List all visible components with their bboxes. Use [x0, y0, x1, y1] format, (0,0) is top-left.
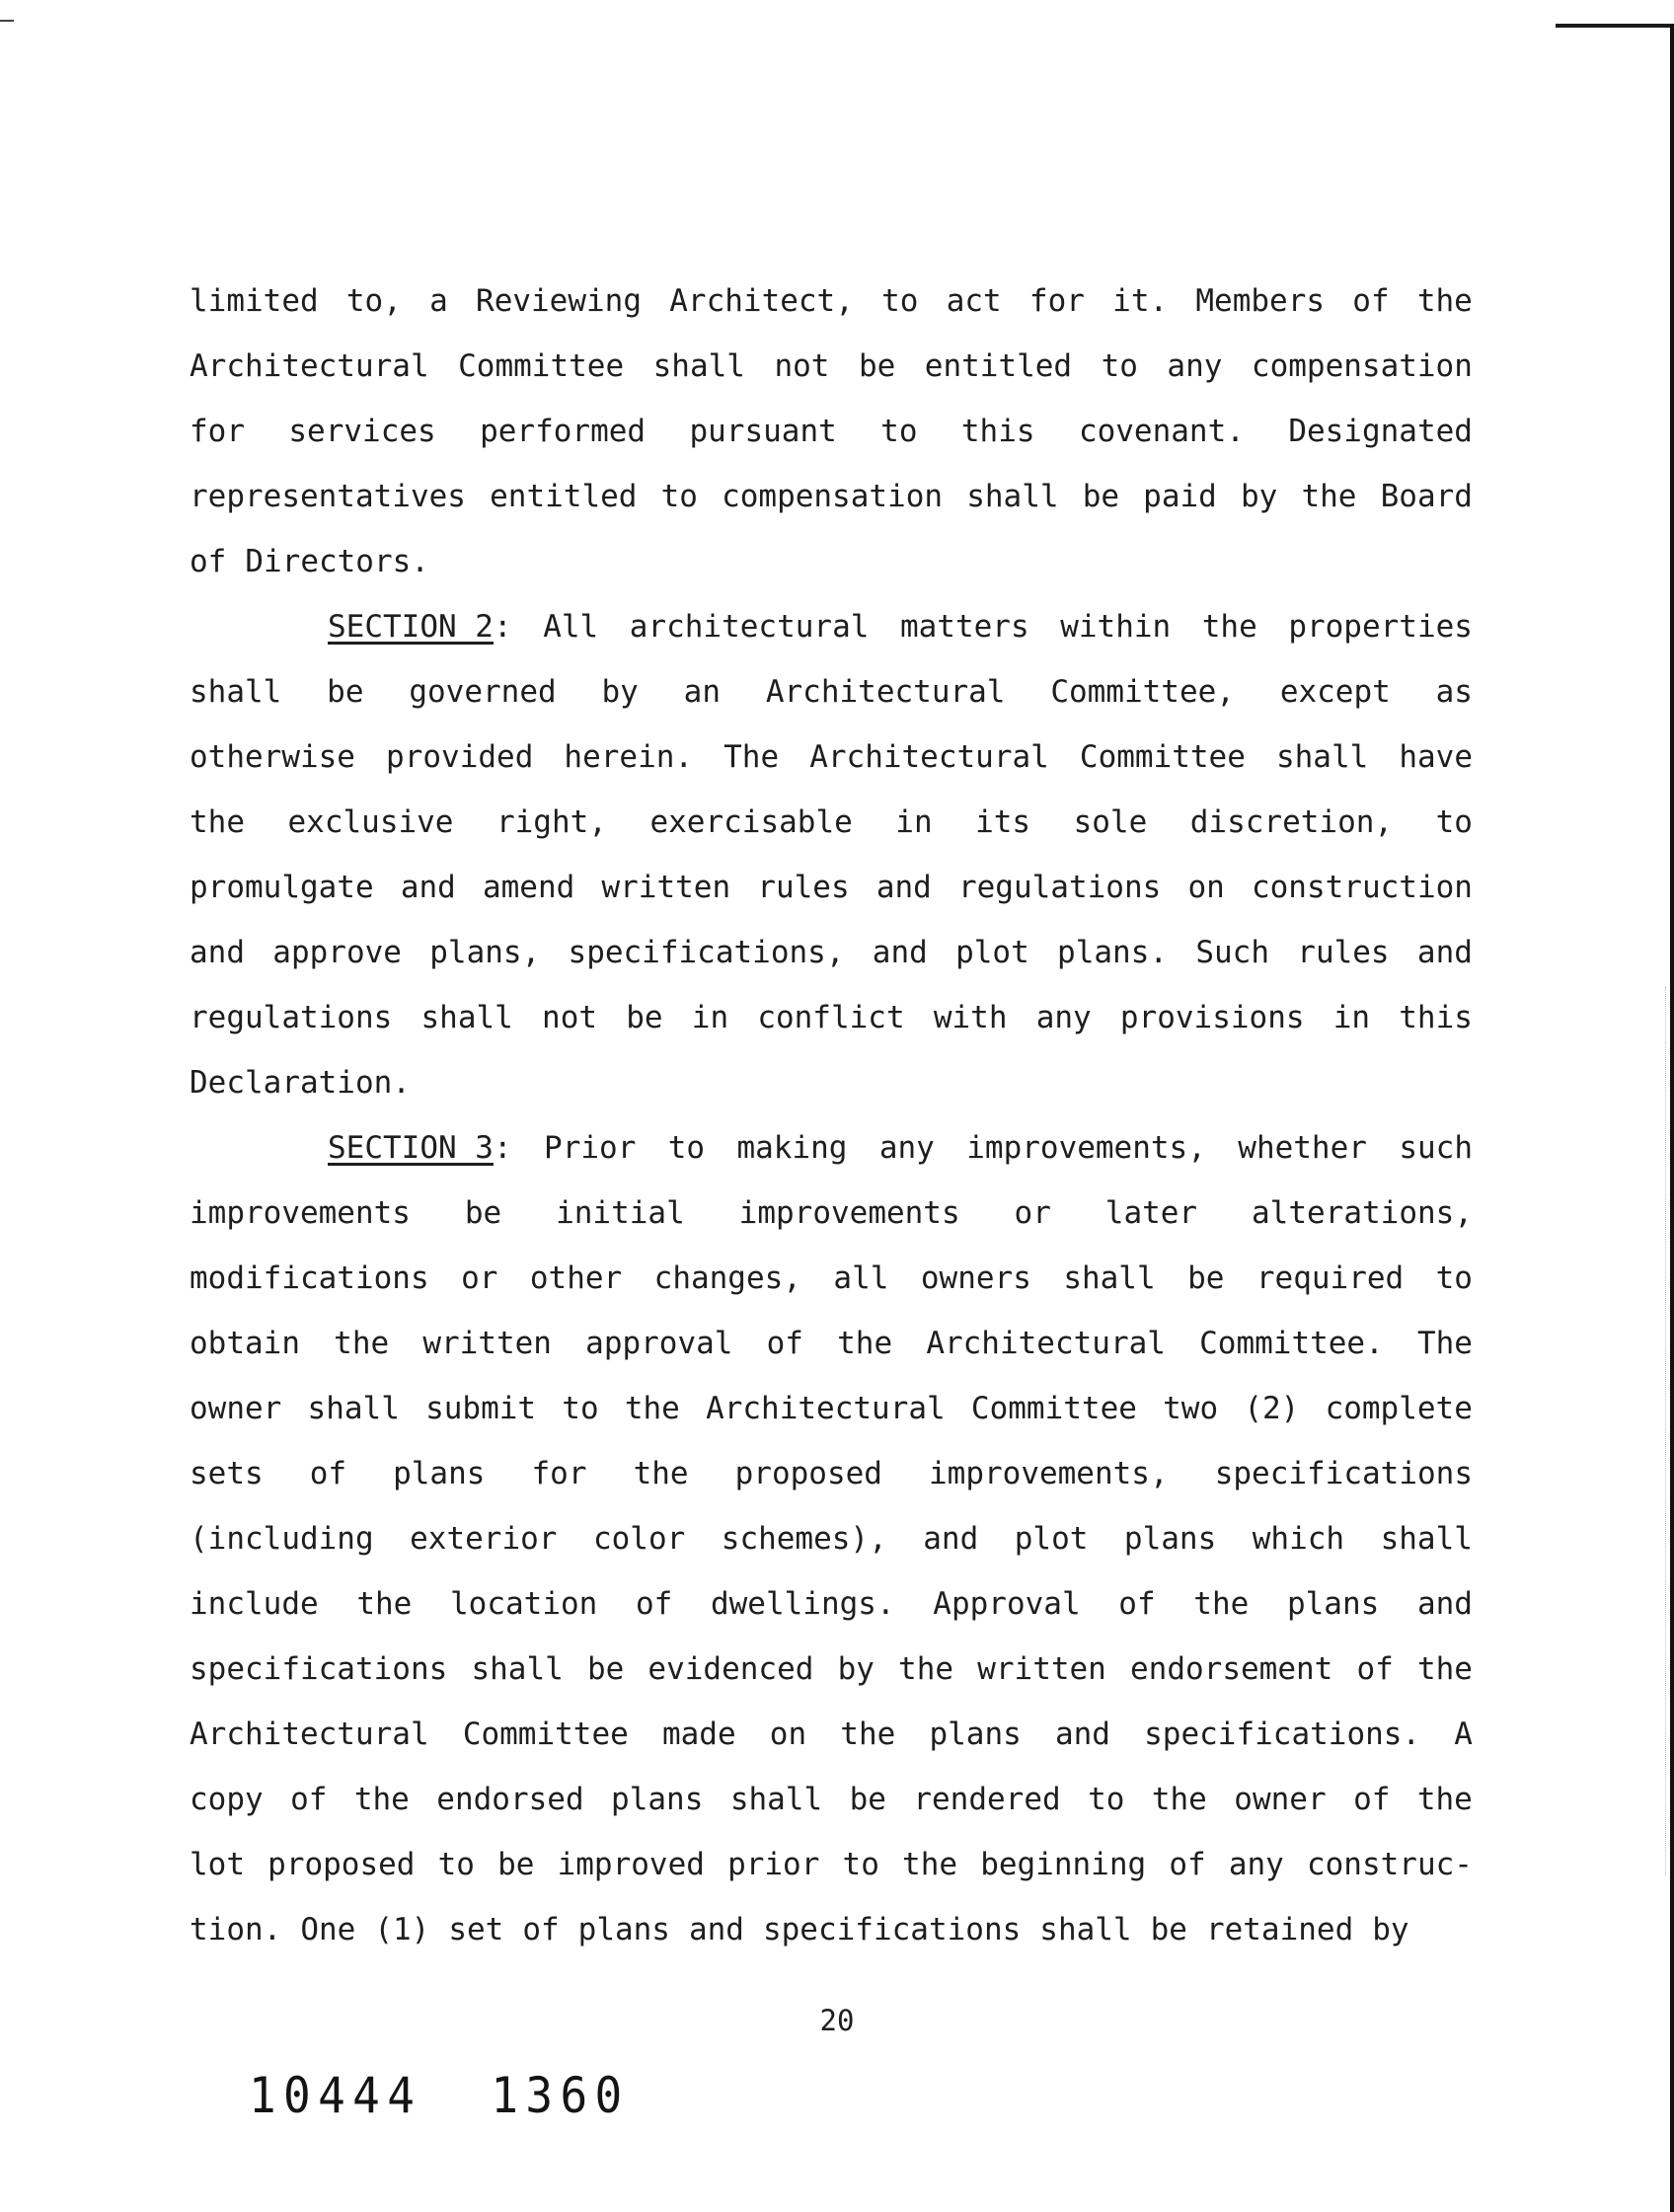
section-heading-colon: : — [493, 609, 512, 645]
word: include — [190, 1586, 319, 1622]
word: shall — [1380, 1521, 1473, 1557]
word: Architectural — [190, 1716, 429, 1752]
word: and — [923, 1521, 979, 1557]
word: Approval — [933, 1586, 1081, 1622]
word: approve — [272, 935, 402, 970]
word: have — [1399, 739, 1473, 775]
word: location — [450, 1586, 598, 1622]
word: of — [190, 544, 227, 579]
text-line — [190, 268, 1473, 334]
word: discretion, — [1189, 804, 1394, 840]
word: any — [1167, 348, 1223, 384]
word: be — [327, 674, 364, 710]
word: the — [902, 1847, 958, 1882]
word: beginning — [980, 1847, 1147, 1882]
word: and — [875, 870, 932, 905]
word: the — [356, 1586, 413, 1622]
word: be — [497, 1847, 535, 1882]
word: Architectural — [706, 1391, 946, 1426]
word: made — [661, 1716, 736, 1752]
word: changes, — [653, 1260, 801, 1296]
word: the — [1301, 479, 1357, 514]
word: rules — [1297, 935, 1390, 970]
word: lot — [190, 1847, 245, 1882]
word: to — [437, 1847, 475, 1882]
word: plans — [393, 1456, 486, 1491]
text-line — [190, 1832, 1473, 1897]
word: modifications — [190, 1260, 429, 1296]
word: Architect, — [669, 283, 854, 319]
section-heading-colon: : — [493, 1130, 512, 1166]
word: of — [766, 1326, 803, 1361]
section-heading-label: SECTION 3 — [328, 1130, 494, 1166]
word: written — [422, 1326, 552, 1361]
word: not — [774, 348, 830, 384]
word: shall — [966, 479, 1059, 514]
word: services — [288, 414, 436, 449]
word: by — [1372, 1912, 1409, 1947]
text-line — [190, 1506, 1473, 1571]
word: improvements, — [929, 1456, 1169, 1491]
word: Committee — [458, 348, 625, 384]
word: regulations — [957, 870, 1162, 905]
word: be — [1082, 479, 1120, 514]
word: endorsed — [436, 1782, 584, 1817]
word: specifications, — [568, 935, 845, 970]
word: be — [464, 1195, 502, 1231]
word: in — [1332, 1000, 1371, 1035]
text-line — [190, 594, 1473, 659]
text-line — [190, 529, 1473, 594]
word: the — [190, 804, 245, 840]
book-page-stamp: 10444 1360 — [249, 2067, 630, 2124]
section-heading — [328, 1115, 512, 1181]
word: on — [1187, 870, 1225, 905]
word: complete — [1325, 1391, 1473, 1426]
word: copy — [190, 1782, 264, 1817]
word: as — [1435, 674, 1473, 710]
word: shall — [652, 348, 745, 384]
word: prior — [727, 1847, 820, 1882]
word: governed — [409, 674, 557, 710]
word: Declaration. — [190, 1065, 411, 1101]
word: such — [1399, 1130, 1473, 1166]
text-line — [190, 855, 1473, 920]
word: plans — [1286, 1586, 1380, 1622]
text-line — [190, 399, 1473, 464]
word: all — [833, 1260, 889, 1296]
word: A — [1454, 1716, 1473, 1752]
word: the — [334, 1326, 390, 1361]
word: of — [1118, 1586, 1156, 1622]
word: and — [1416, 1586, 1473, 1622]
word: this — [960, 414, 1035, 449]
word: and — [1416, 935, 1473, 970]
word: this — [1399, 1000, 1473, 1035]
word: right, — [495, 804, 607, 840]
word: for — [1028, 283, 1085, 319]
text-line — [190, 1115, 1473, 1181]
word: Board — [1380, 479, 1473, 514]
word: a — [429, 283, 448, 319]
text-line — [190, 725, 1473, 790]
word: endorsement — [1130, 1651, 1333, 1687]
word: be — [849, 1782, 886, 1817]
word: except — [1279, 674, 1391, 710]
word: to — [562, 1391, 599, 1426]
word: of — [522, 1912, 560, 1947]
word: the — [840, 1716, 896, 1752]
word: of — [290, 1782, 328, 1817]
text-line — [190, 1441, 1473, 1506]
word: not — [542, 1000, 598, 1035]
word: plot — [955, 935, 1029, 970]
word: or — [1014, 1195, 1051, 1231]
word: of — [1356, 1651, 1394, 1687]
word: All — [543, 609, 599, 645]
word: and — [400, 870, 456, 905]
word: plans — [1123, 1521, 1217, 1557]
word: the — [837, 1326, 893, 1361]
word: Prior — [544, 1130, 637, 1166]
word: of — [1169, 1847, 1206, 1882]
word: compensation — [1251, 348, 1473, 384]
word: and — [688, 1912, 744, 1947]
word: shall — [471, 1651, 564, 1687]
word: to, — [345, 283, 402, 319]
word: otherwise — [190, 739, 355, 775]
word: or — [461, 1260, 498, 1296]
word: limited — [190, 283, 319, 319]
word: for — [531, 1456, 587, 1491]
word: with — [933, 1000, 1008, 1035]
text-line — [190, 1181, 1473, 1246]
word: by — [837, 1651, 875, 1687]
word: plans — [611, 1782, 704, 1817]
word: to — [1435, 804, 1473, 840]
word: covenant. — [1078, 414, 1245, 449]
word: schemes), — [721, 1521, 887, 1557]
word: conflict — [757, 1000, 905, 1035]
text-line — [190, 1897, 1473, 1962]
word: provided — [386, 739, 534, 775]
word: be — [626, 1000, 663, 1035]
text-line — [190, 920, 1473, 985]
word: and — [872, 935, 928, 970]
word: to — [667, 1130, 706, 1166]
scan-edge-right — [1670, 24, 1674, 2212]
word: and — [1054, 1716, 1110, 1752]
word: whether — [1238, 1130, 1367, 1166]
text-line — [190, 1571, 1473, 1637]
word: representatives — [190, 479, 466, 514]
text-line — [190, 1637, 1473, 1702]
word: by — [601, 674, 639, 710]
word: sets — [190, 1456, 264, 1491]
word: Committee — [1079, 739, 1246, 775]
word: sole — [1073, 804, 1148, 840]
word: in — [895, 804, 933, 840]
word: pursuant — [689, 414, 837, 449]
word: paid — [1143, 479, 1217, 514]
word: improvements, — [966, 1130, 1206, 1166]
word: be — [586, 1651, 625, 1687]
paragraph — [190, 594, 1473, 1115]
word: owner — [1234, 1782, 1327, 1817]
word: Committee — [462, 1716, 629, 1752]
text-line — [190, 1246, 1473, 1311]
word: the — [1416, 283, 1473, 319]
word: provisions — [1119, 1000, 1305, 1035]
word: shall — [1063, 1260, 1156, 1296]
document-body — [190, 268, 1473, 1962]
word: to — [1088, 1782, 1125, 1817]
word: improvements — [190, 1195, 411, 1231]
word: the — [1151, 1782, 1207, 1817]
word: Directors. — [245, 544, 429, 579]
word: Such — [1195, 935, 1269, 970]
word: for — [190, 414, 245, 449]
text-line — [190, 790, 1473, 855]
word: written — [977, 1651, 1106, 1687]
word: retained — [1205, 1912, 1354, 1947]
word: proposed — [267, 1847, 416, 1882]
word: compensation — [722, 479, 944, 514]
word: (including — [190, 1521, 374, 1557]
word: Committee — [970, 1391, 1137, 1426]
word: shall — [1039, 1912, 1132, 1947]
paragraph — [190, 1115, 1473, 1962]
text-line — [190, 1767, 1473, 1832]
word: plot — [1014, 1521, 1089, 1557]
word: Architectural — [190, 348, 429, 384]
word: Committee. — [1199, 1326, 1384, 1361]
section-heading-label: SECTION 2 — [328, 609, 494, 645]
word: promulgate — [190, 870, 374, 905]
word: dwellings. — [710, 1586, 895, 1622]
word: act — [946, 283, 1002, 319]
word: Committee, — [1050, 674, 1235, 710]
scan-dot-artifacts — [1664, 987, 1666, 1875]
word: the — [633, 1456, 689, 1491]
word: of — [635, 1586, 673, 1622]
word: which — [1252, 1521, 1345, 1557]
word: specifications — [190, 1651, 448, 1687]
word: the — [353, 1782, 410, 1817]
word: and — [190, 935, 245, 970]
word: set — [448, 1912, 504, 1947]
word: improved — [557, 1847, 705, 1882]
word: tion. — [190, 1912, 282, 1947]
word: on — [769, 1716, 807, 1752]
word: to — [1435, 1260, 1473, 1296]
word: (1) — [374, 1912, 430, 1947]
word: The — [1416, 1326, 1473, 1361]
word: obtain — [190, 1326, 300, 1361]
word: the — [1201, 609, 1257, 645]
word: be — [858, 348, 896, 384]
word: specifications — [1214, 1456, 1473, 1491]
word: any — [878, 1130, 935, 1166]
word: alterations, — [1252, 1195, 1473, 1231]
paragraph — [190, 268, 1473, 594]
word: the — [1193, 1586, 1250, 1622]
word: any — [1228, 1847, 1284, 1882]
word: of — [1353, 1782, 1391, 1817]
word: Architectural — [926, 1326, 1166, 1361]
word: later — [1104, 1195, 1198, 1231]
word: to — [881, 283, 919, 319]
text-line — [190, 985, 1473, 1050]
word: its — [975, 804, 1031, 840]
word: written — [601, 870, 731, 905]
word: proposed — [734, 1456, 882, 1491]
word: regulations — [190, 1000, 393, 1035]
word: other — [529, 1260, 623, 1296]
word: any — [1035, 1000, 1092, 1035]
word: (2) — [1244, 1391, 1300, 1426]
word: Reviewing — [476, 283, 643, 319]
word: architectural — [629, 609, 870, 645]
word: rules — [757, 870, 850, 905]
text-line — [190, 334, 1473, 399]
word: shall — [1275, 739, 1369, 775]
word: color — [592, 1521, 686, 1557]
text-line — [190, 1050, 1473, 1115]
word: plans. — [1057, 935, 1169, 970]
word: within — [1060, 609, 1172, 645]
word: to — [880, 414, 918, 449]
word: the — [624, 1391, 680, 1426]
text-line — [190, 1702, 1473, 1767]
word: to — [660, 479, 698, 514]
word: properties — [1288, 609, 1473, 645]
word: improvements — [738, 1195, 960, 1231]
section-heading — [328, 594, 512, 659]
word: entitled — [924, 348, 1073, 384]
word: shall — [307, 1391, 400, 1426]
word: to — [842, 1847, 879, 1882]
word: an — [683, 674, 721, 710]
word: in — [691, 1000, 729, 1035]
text-line — [190, 1376, 1473, 1441]
word: Members — [1195, 283, 1326, 319]
word: One — [300, 1912, 356, 1947]
word: of — [309, 1456, 347, 1491]
word: plans — [577, 1912, 670, 1947]
word: exterior — [410, 1521, 558, 1557]
word: matters — [899, 609, 1029, 645]
word: owners — [920, 1260, 1031, 1296]
word: specifications — [762, 1912, 1022, 1947]
text-line — [190, 1311, 1473, 1376]
word: required — [1256, 1260, 1405, 1296]
word: exercisable — [649, 804, 853, 840]
word: performed — [480, 414, 647, 449]
word: plans — [929, 1716, 1022, 1752]
word: amend — [482, 870, 575, 905]
word: be — [1150, 1912, 1187, 1947]
word: the — [1416, 1651, 1473, 1687]
word: Architectural — [765, 674, 1006, 710]
word: herein. — [564, 739, 694, 775]
scan-corner-mark — [0, 20, 14, 22]
word: of — [1352, 283, 1390, 319]
word: it. — [1112, 283, 1169, 319]
word: entitled — [490, 479, 638, 514]
word: evidenced — [647, 1651, 814, 1687]
word: initial — [556, 1195, 685, 1231]
word: shall — [190, 674, 282, 710]
word: two — [1163, 1391, 1219, 1426]
text-line — [190, 659, 1473, 725]
word: making — [736, 1130, 848, 1166]
word: rendered — [913, 1782, 1061, 1817]
word: exclusive — [287, 804, 454, 840]
text-line — [190, 464, 1473, 529]
word: plans, — [429, 935, 541, 970]
word: shall — [420, 1000, 513, 1035]
word: submit — [425, 1391, 537, 1426]
word: construc- — [1306, 1847, 1473, 1882]
word: by — [1240, 479, 1278, 514]
word: owner — [190, 1391, 282, 1426]
word: the — [898, 1651, 954, 1687]
word: be — [1187, 1260, 1225, 1296]
word: approval — [585, 1326, 733, 1361]
word: Architectural — [809, 739, 1049, 775]
word: shall — [729, 1782, 823, 1817]
word: The — [723, 739, 780, 775]
scan-edge-top — [1556, 24, 1674, 28]
word: to — [1101, 348, 1138, 384]
word: the — [1416, 1782, 1473, 1817]
word: construction — [1251, 870, 1473, 905]
word: Designated — [1288, 414, 1473, 449]
word: specifications. — [1144, 1716, 1421, 1752]
page-number: 20 — [819, 2004, 855, 2037]
